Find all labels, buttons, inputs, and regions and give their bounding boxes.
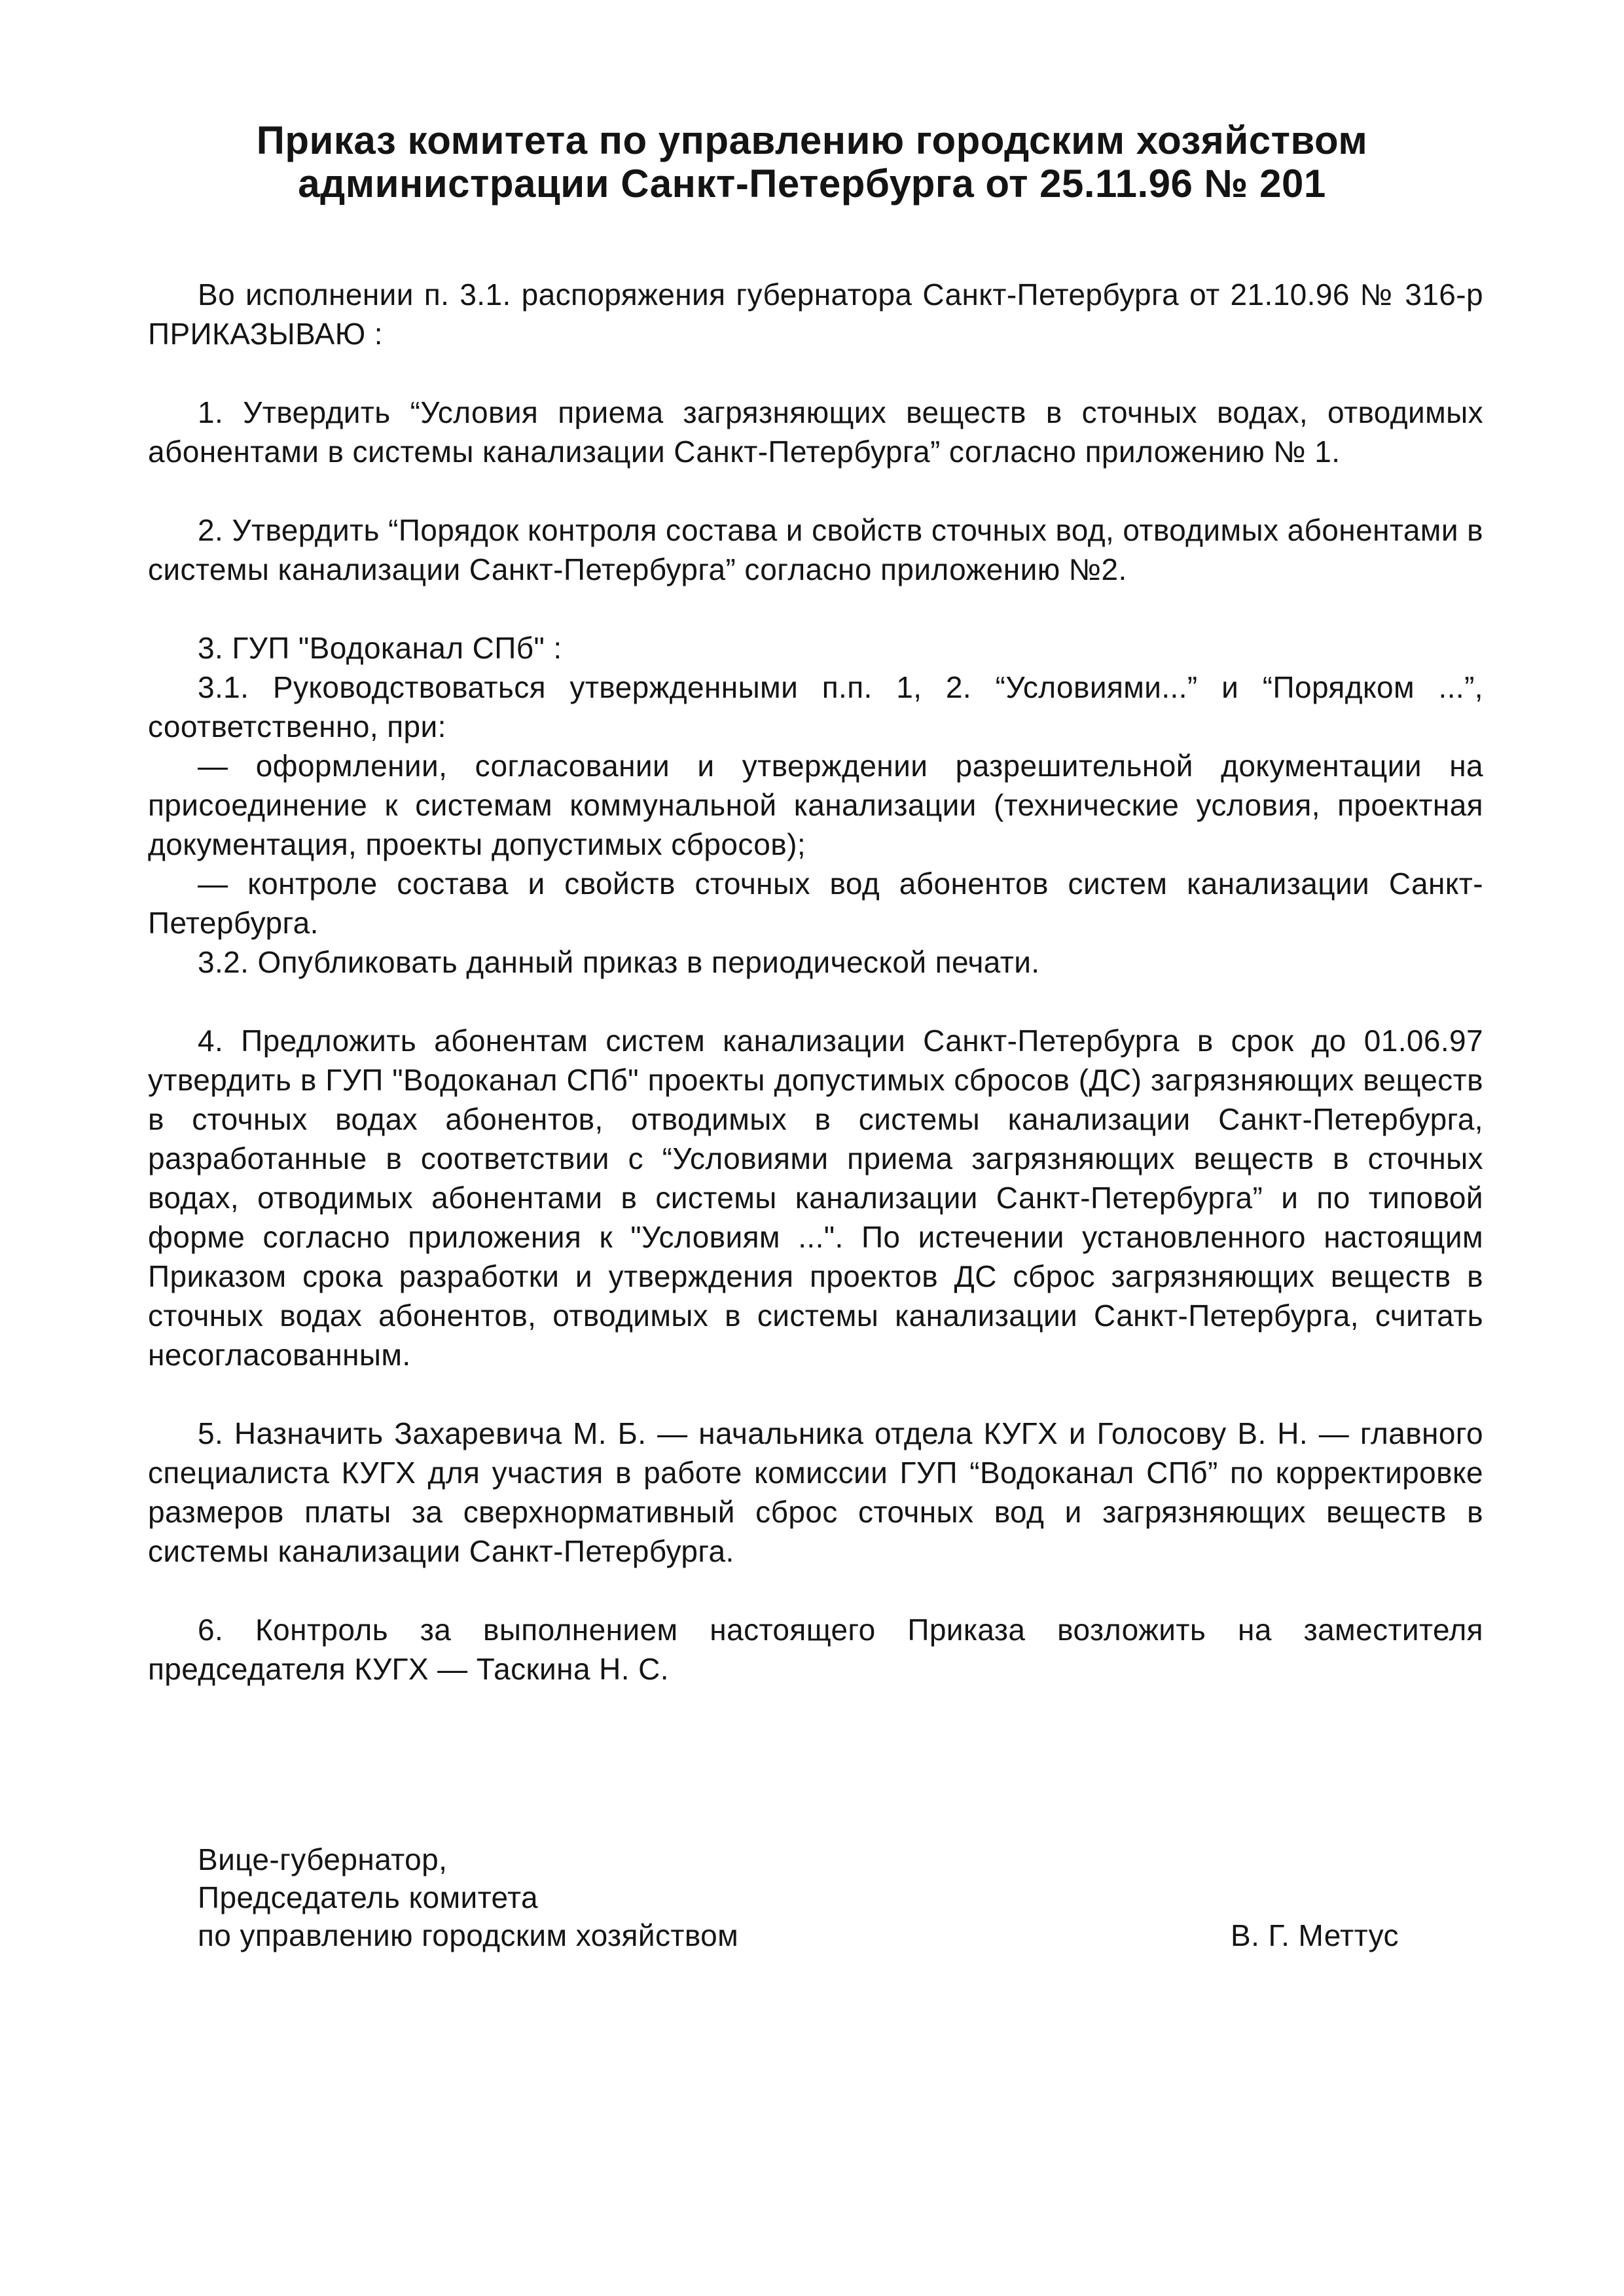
signature-title-line-1: Вице-губернатор, xyxy=(198,1842,448,1876)
item-1-paragraph: 1. Утвердить “Условия приема загрязняющих веществ в сточных водах, отводимых абонентами в системы канализации Санкт-Петербурга” согласно приложению № 1. xyxy=(148,395,1483,469)
item-5-paragraph: 5. Назначить Захаревича М. Б. — начальника отдела КУГХ и Голосову В. Н. — главного специалиста КУГХ для участия в работе комиссии ГУП “Водоканал СПб” по корректировке размеров платы за сверхнормативный сброс сточных вод и загрязняющих веществ в системы канализации Санкт-Петербурга. xyxy=(148,1416,1483,1568)
document-title-line-2: администрации Санкт-Петербурга от 25.11.96 № 201 xyxy=(298,162,1326,206)
item-3-heading: 3. ГУП "Водоканал СПб" : xyxy=(198,631,562,665)
item-2-paragraph: 2. Утвердить “Порядок контроля состава и свойств сточных вод, отводимых абонентами в системы канализации Санкт-Петербурга” согласно приложению №2. xyxy=(148,513,1483,586)
signature-block xyxy=(198,1840,738,1954)
item-6-paragraph: 6. Контроль за выполнением настоящего Приказа возложить на заместителя председателя КУГХ — Таскина Н. С. xyxy=(148,1613,1483,1686)
signature-title-line-3: по управлению городским хозяйством xyxy=(198,1918,739,1952)
preamble-paragraph: Во исполнении п. 3.1. распоряжения губернатора Санкт-Петербурга от 21.10.96 № 316-р ПРИКАЗЫВАЮ : xyxy=(148,278,1483,351)
item-3-2-paragraph: 3.2. Опубликовать данный приказ в периодической печати. xyxy=(198,945,1040,979)
item-3-1-a-paragraph: — оформлении, согласовании и утверждении разрешительной документации на присоединение к системам коммунальной канализации (технические условия, проектная документация, проекты допустимых сбросов); xyxy=(148,749,1483,861)
document-title-line-1: Приказ комитета по управлению городским хозяйством xyxy=(256,118,1368,162)
item-3-1-paragraph: 3.1. Руководствоваться утвержденными п.п. 1, 2. “Условиями...” и “Порядком ...”, соответственно, при: xyxy=(148,670,1483,744)
item-4-paragraph: 4. Предложить абонентам систем канализации Санкт-Петербурга в срок до 01.06.97 утвердить в ГУП "Водоканал СПб" проекты допустимых сбросов (ДС) загрязняющих веществ в сточных водах абонентов, отводимых в системы канализации Санкт-Петербурга, разработанные в соответствии с “Условиями приема загрязняющих веществ в сточных водах, отводимых абонентами в системы канализации Санкт-Петербурга” и по типовой форме согласно приложения к "Условиям ...". По истечении установленного настоящим Приказом срока разработки и утверждения проектов ДС сброс загрязняющих веществ в сточных водах абонентов, отводимых в системы канализации Санкт-Петербурга, считать несогласованным. xyxy=(148,1024,1483,1372)
signature-title-line-2: Председатель комитета xyxy=(198,1880,538,1914)
document-body xyxy=(148,275,1483,1689)
signer-name: В. Г. Меттус xyxy=(1231,1918,1399,1952)
item-3-1-b-paragraph: — контроле состава и свойств сточных вод абонентов систем канализации Санкт-Петербурга. xyxy=(148,867,1483,940)
